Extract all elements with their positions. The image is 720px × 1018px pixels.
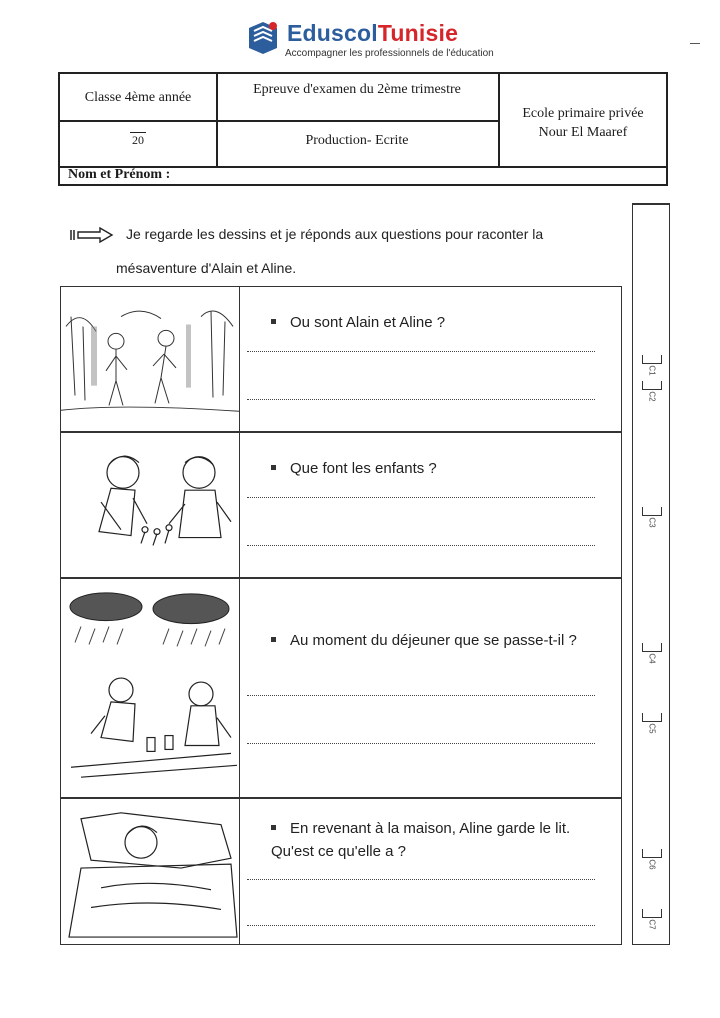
- criterion-c4: C4: [633, 643, 671, 663]
- school-name: Ecole primaire privée Nour El Maaref: [522, 106, 644, 140]
- criterion-c3: C3: [633, 507, 671, 527]
- answer-line[interactable]: [247, 351, 595, 352]
- class-label: Classe 4ème année: [84, 90, 192, 105]
- girl-sick-in-bed-image: [61, 799, 240, 944]
- question-text: Ou sont Alain et Aline ?: [271, 311, 607, 334]
- exam-title: Epreuve d'examen du 2ème trimestre: [253, 82, 461, 97]
- logo-tagline: Accompagner les professionnels de l'éducation: [285, 48, 494, 59]
- answer-line[interactable]: [247, 497, 595, 498]
- question-row: [60, 286, 622, 432]
- eduscol-logo: [245, 14, 525, 62]
- answer-line[interactable]: [247, 925, 595, 926]
- criterion-c2: C2: [633, 381, 671, 401]
- criterion-c5: C5: [633, 713, 671, 733]
- answer-line[interactable]: [247, 545, 595, 546]
- question-text: Au moment du déjeuner que se passe-t-il ?: [271, 629, 607, 652]
- answer-line[interactable]: [247, 695, 595, 696]
- rain-on-picnic-image: [61, 579, 240, 797]
- name-field-label: Nom et Prénom :: [68, 167, 171, 182]
- bullet-icon: [271, 319, 276, 324]
- question-row: [60, 578, 622, 798]
- corner-mark: [690, 43, 700, 44]
- arrow-right-icon: [70, 227, 114, 243]
- answer-line[interactable]: [247, 879, 595, 880]
- answer-line[interactable]: [247, 743, 595, 744]
- subject-label: Production- Ecrite: [305, 133, 409, 148]
- book-hand-icon: [245, 18, 281, 58]
- logo-title: EduscolTunisie: [287, 20, 459, 46]
- question-text: Que font les enfants ?: [271, 457, 607, 480]
- bullet-icon: [271, 637, 276, 642]
- question-row: [60, 798, 622, 945]
- question-row: [60, 432, 622, 578]
- instruction-line-1: Je regarde les dessins et je réponds aux questions pour raconter la: [126, 226, 544, 242]
- header-table: [58, 72, 668, 186]
- instruction-line-2: mésaventure d'Alain et Aline.: [116, 260, 297, 276]
- children-walking-in-forest-image: [61, 287, 240, 431]
- bullet-icon: [271, 465, 276, 470]
- answer-line[interactable]: [247, 399, 595, 400]
- score-box: 20: [132, 133, 144, 147]
- question-text: En revenant à la maison, Aline garde le lit. Qu'est ce qu'elle a ?: [271, 820, 571, 860]
- criteria-column: [632, 203, 670, 945]
- criterion-c1: C1: [633, 355, 671, 375]
- children-picking-flowers-image: [61, 433, 240, 577]
- bullet-icon: [271, 825, 276, 830]
- criterion-c6: C6: [633, 849, 671, 869]
- criterion-c7: C7: [633, 909, 671, 929]
- instruction: [70, 217, 630, 285]
